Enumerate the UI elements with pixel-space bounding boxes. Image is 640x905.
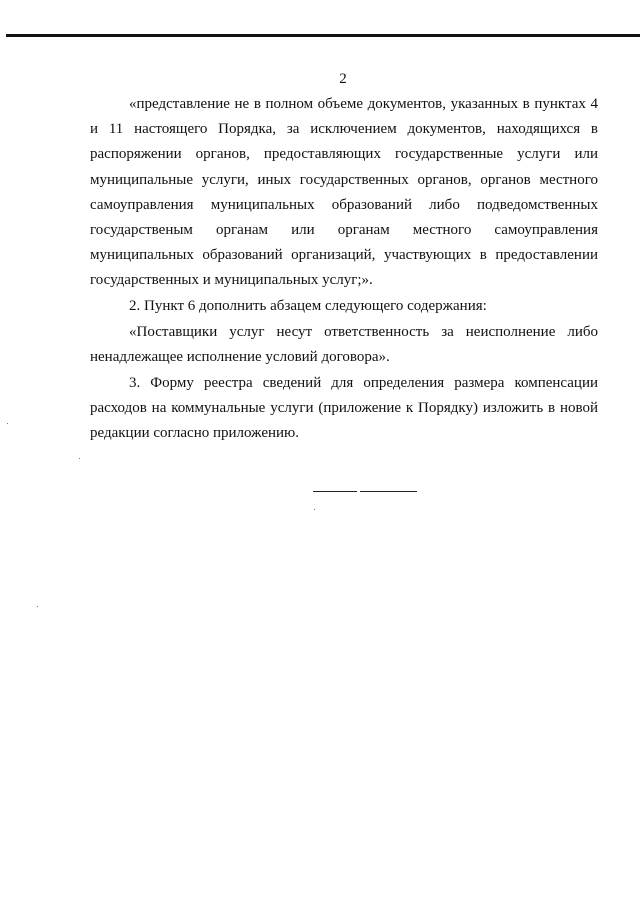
paragraph-amendment-text: «представление не в полном объеме документов, указанных в пунктах 4 и 11 настоящего Порядка, за исключением документов, находящихся в распоряжении органов, предоставляющих государственные услуги или муниципальные услуги, иных государственных органов, органов местного самоуправления муниципальных образований либо подведомственных государственым органам или органам местного самоуправления муниципальных образований организаций, участвующих в предоставлении государственных и муниципальных услуг;».: [90, 96, 598, 289]
scan-speck: [37, 606, 38, 607]
top-border-line: [6, 34, 640, 37]
scan-speck: [7, 423, 8, 424]
page-number: 2: [339, 71, 347, 87]
scan-speck: [79, 458, 80, 459]
end-line-gap: [357, 490, 360, 493]
paragraph-supplier-liability: «Поставщики услуг несут ответственность за неисполнение либо ненадлежащее исполнение условий договора».: [90, 324, 598, 366]
paragraph-item-2: 2. Пункт 6 дополнить абзацем следующего содержания:: [129, 298, 487, 314]
paragraph-item-3: 3. Форму реестра сведений для определения размера компенсации расходов на коммунальные услуги (приложение к Порядку) изложить в новой редакции согласно приложению.: [90, 375, 598, 442]
scan-speck: [314, 509, 315, 510]
end-of-text-line: [313, 491, 417, 492]
